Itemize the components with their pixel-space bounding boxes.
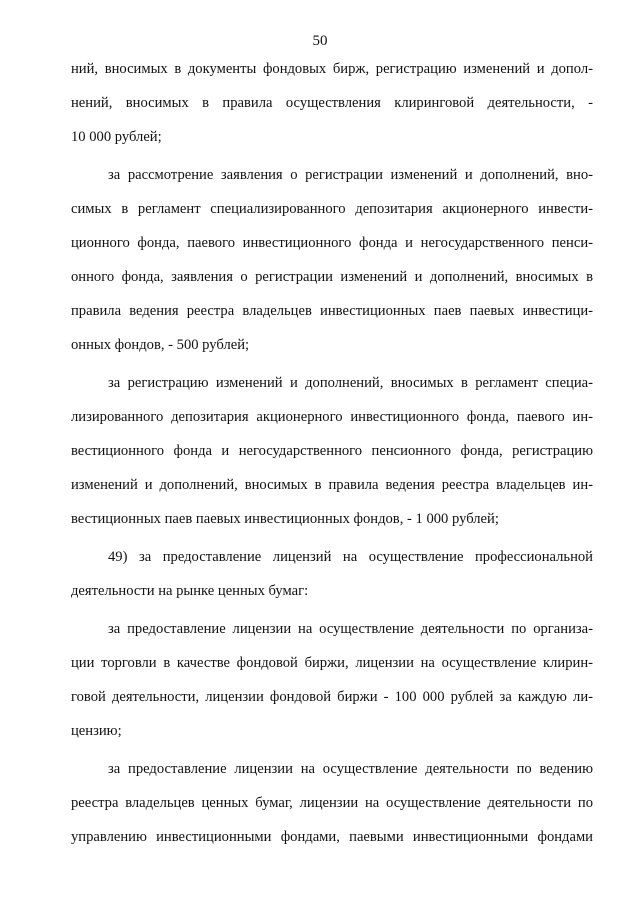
text-line: симых в регламент специализированного депозитария акционерного инвести- bbox=[71, 201, 593, 217]
text-line: изменений и дополнений, вносимых в правила ведения реестра владельцев ин- bbox=[71, 477, 593, 493]
text-line: онного фонда, заявления о регистрации изменений и дополнений, вносимых в bbox=[71, 269, 593, 285]
text-line: вестиционных паев паевых инвестиционных фондов, - 1 000 рублей; bbox=[71, 511, 499, 527]
text-line: правила ведения реестра владельцев инвестиционных паев паевых инвестици- bbox=[71, 303, 593, 319]
paragraph-first-line: за предоставление лицензии на осуществление деятельности по ведению bbox=[108, 761, 593, 777]
paragraph-first-line: 49) за предоставление лицензий на осуществление профессиональной bbox=[108, 549, 593, 565]
text-line: онных фондов, - 500 рублей; bbox=[71, 337, 250, 353]
text-line: вестиционного фонда и негосударственного пенсионного фонда, регистрацию bbox=[71, 443, 593, 459]
text-line: деятельности на рынке ценных бумаг: bbox=[71, 583, 309, 599]
text-line: ционного фонда, паевого инвестиционного фонда и негосударственного пенси- bbox=[71, 235, 593, 251]
page-number: 50 bbox=[312, 33, 328, 49]
paragraph-first-line: за предоставление лицензии на осуществление деятельности по организа- bbox=[108, 621, 593, 637]
paragraph-first-line: за рассмотрение заявления о регистрации изменений и дополнений, вно- bbox=[108, 167, 593, 183]
text-line: говой деятельности, лицензии фондовой биржи - 100 000 рублей за каждую ли- bbox=[71, 689, 593, 705]
text-line: ний, вносимых в документы фондовых бирж, регистрацию изменений и допол- bbox=[71, 61, 593, 77]
paragraph-first-line: за регистрацию изменений и дополнений, вносимых в регламент специа- bbox=[108, 375, 593, 391]
text-line: реестра владельцев ценных бумаг, лицензии на осуществление деятельности по bbox=[71, 795, 593, 811]
text-line: цензию; bbox=[71, 723, 122, 739]
text-line: ции торговли в качестве фондовой биржи, лицензии на осуществление клирин- bbox=[71, 655, 593, 671]
text-line: нений, вносимых в правила осуществления клиринговой деятельности, - bbox=[71, 95, 593, 111]
text-line: лизированного депозитария акционерного инвестиционного фонда, паевого ин- bbox=[71, 409, 593, 425]
text-line: 10 000 рублей; bbox=[71, 129, 162, 145]
text-line: управлению инвестиционными фондами, паевыми инвестиционными фондами bbox=[71, 829, 593, 845]
